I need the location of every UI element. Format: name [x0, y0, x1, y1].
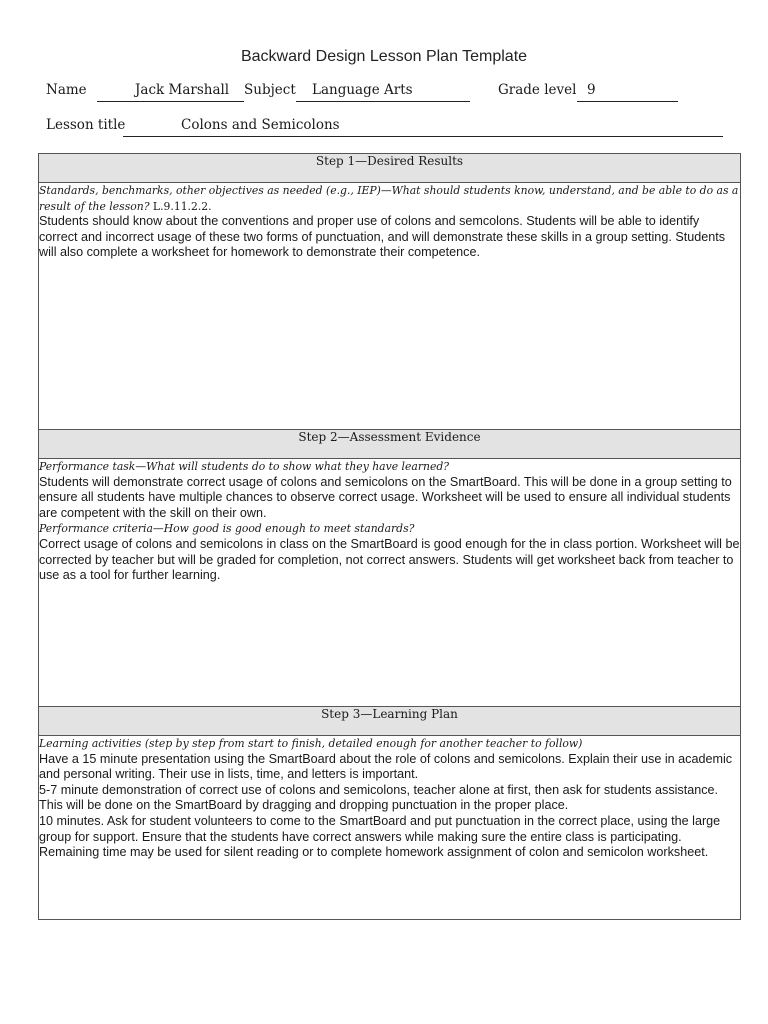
standard-code: L.9.11.2.2.: [149, 199, 212, 213]
step-1-header: [39, 154, 741, 183]
step-2-header: [39, 430, 741, 459]
grade-label: Grade level: [498, 82, 577, 98]
step-3-header: [39, 707, 741, 736]
section-body: Students should know about the conventions and proper use of colons and semcolons. Students will be able to identify correct and incorrect usage of these two forms of punctuation, and will demonstrate these skills in a group setting. Students will also complete a worksheet for homework to demonstrate their competence.: [39, 214, 726, 260]
document-title: Backward Design Lesson Plan Template: [240, 48, 528, 65]
lesson-title-field[interactable]: [123, 117, 723, 137]
step-1-body: [39, 183, 741, 430]
grade-field[interactable]: [577, 82, 678, 102]
step-heading: Step 2—Assessment Evidence: [39, 430, 741, 459]
lesson-title-label: Lesson title: [46, 117, 126, 133]
grade-value: 9: [587, 82, 596, 98]
name-label: Name: [46, 82, 87, 98]
activity-paragraph: 10 minutes. Ask for student volunteers to come to the SmartBoard and put punctuation in the correct place, using the large group for support. Ensure that the students have correct answers while making sure the entire class is participating.: [39, 813, 721, 844]
step-3-body: [39, 736, 741, 920]
subject-value: Language Arts: [312, 82, 413, 98]
performance-task-body: Students will demonstrate correct usage of colons and semicolons on the SmartBoard. This will be done in a group setting to ensure all students have multiple chances to observe correct usage. Worksheet will be used to ensure all individual students are competent with the skill on their own.: [39, 474, 732, 520]
subject-label: Subject: [244, 82, 296, 98]
lesson-title-value: Colons and Semicolons: [181, 117, 340, 133]
name-field[interactable]: [97, 82, 244, 102]
step-content-cell[interactable]: [39, 183, 741, 430]
step-heading: Step 1—Desired Results: [39, 154, 741, 183]
lesson-plan-table: [38, 153, 741, 920]
name-value: Jack Marshall: [135, 82, 230, 98]
activity-paragraph: Remaining time may be used for silent reading or to complete homework assignment of colon and semicolon worksheet.: [39, 845, 709, 860]
prompt-text: Standards, benchmarks, other objectives as needed (e.g., IEP)—What should students know, understand, and be able to do as a result of the lesson?: [39, 184, 739, 213]
learning-activities-prompt: Learning activities (step by step from start to finish, detailed enough for another teacher to follow): [39, 737, 583, 750]
section-prompt: [39, 183, 740, 214]
subject-field[interactable]: [296, 82, 470, 102]
performance-criteria-body: Correct usage of colons and semicolons in class on the SmartBoard is good enough for the in class portion. Worksheet will be corrected by teacher but will be graded for completion, not correct answers. Students will get worksheet back from teacher to use as a tool for further learning.: [39, 536, 740, 583]
step-heading: Step 3—Learning Plan: [39, 707, 741, 736]
step-2-body: [39, 459, 741, 707]
performance-task-prompt: Performance task—What will students do to show what they have learned?: [39, 460, 450, 473]
step-content-cell[interactable]: [39, 459, 741, 707]
activity-paragraph: Have a 15 minute presentation using the SmartBoard about the role of colons and semicolons. Explain their use in academic and personal writing. Their use in lists, time, and letters is important.: [39, 751, 733, 782]
activity-paragraph: 5-7 minute demonstration of correct use of colons and semicolons, teacher alone at first, then ask for students assistance. This will be done on the SmartBoard by dragging and dropping punctuation in the proper place.: [39, 782, 719, 813]
step-content-cell[interactable]: [39, 736, 741, 920]
performance-criteria-prompt: Performance criteria—How good is good enough to meet standards?: [39, 522, 415, 536]
